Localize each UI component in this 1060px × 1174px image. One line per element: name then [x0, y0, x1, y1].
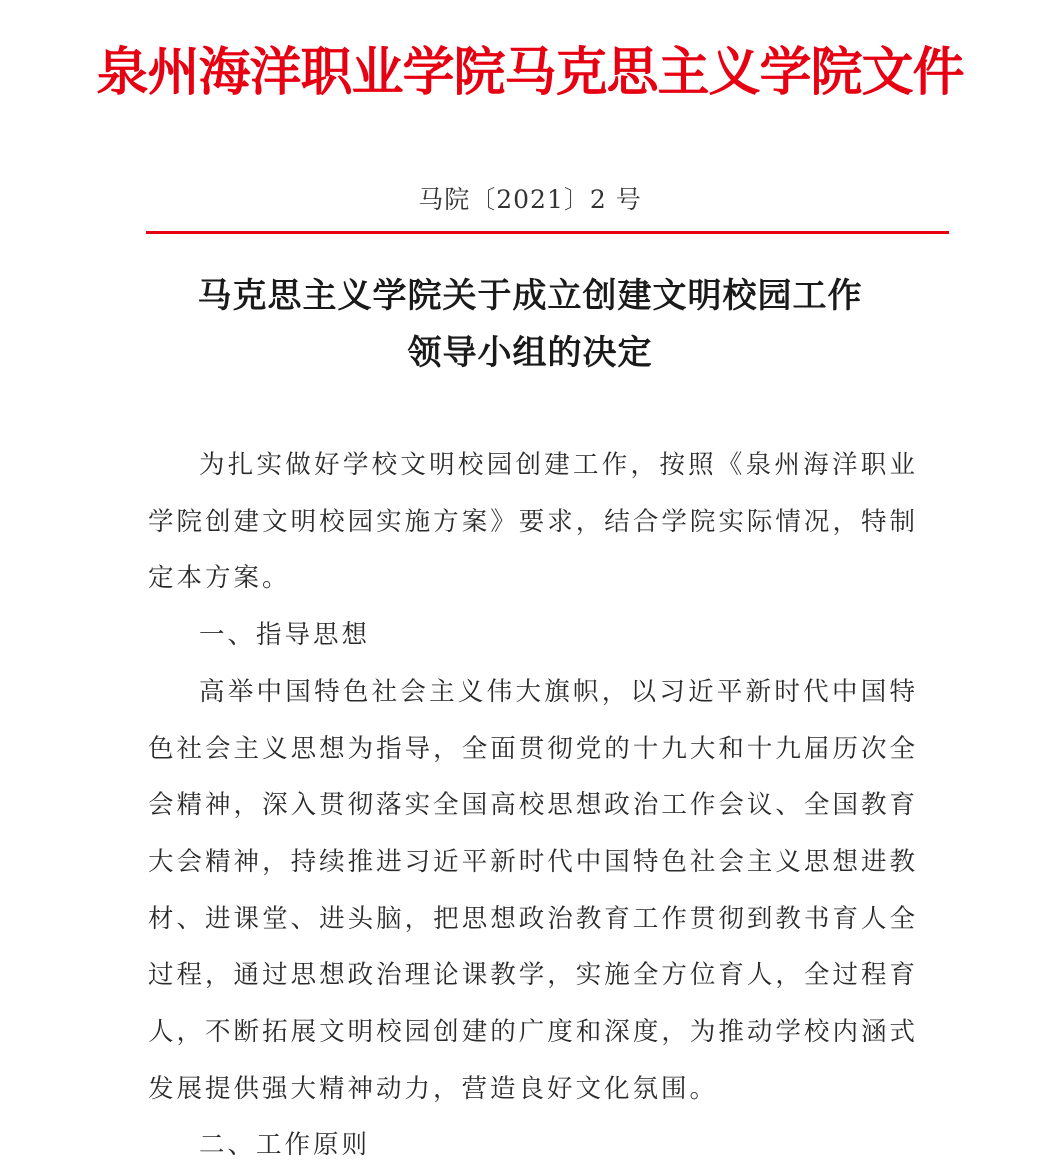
title-line-1: 马克思主义学院关于成立创建文明校园工作 [197, 276, 863, 316]
intro-paragraph: 为扎实做好学校文明校园创建工作，按照《泉州海洋职业学院创建文明校园实施方案》要求，结合学院实际情况，特制定本方案。 [148, 450, 918, 594]
issuer-header: 泉州海洋职业学院马克思主义学院文件 [96, 43, 964, 103]
document-body [148, 437, 918, 1174]
document-title [110, 268, 950, 382]
red-divider [146, 231, 949, 234]
title-line-2: 领导小组的决定 [407, 333, 653, 373]
section-1-heading: 一、指导思想 [199, 620, 371, 651]
section-1-paragraph: 高举中国特色社会主义伟大旗帜，以习近平新时代中国特色社会主义思想为指导，全面贯彻党的十九大和十九届历次全会精神，深入贯彻落实全国高校思想政治工作会议、全国教育大会精神，持续推进习近平新时代中国特色社会主义思想进教材、进课堂、进头脑，把思想政治教育工作贯彻到教书育人全过程，通过思想政治理论课教学，实施全方位育人，全过程育人，不断拓展文明校园创建的广度和深度，为推动学校内涵式发展提供强大精神动力，营造良好文化氛围。 [148, 676, 918, 1104]
section-2-heading: 二、工作原则 [199, 1130, 371, 1161]
document-number: 马院〔2021〕2 号 [418, 185, 642, 214]
